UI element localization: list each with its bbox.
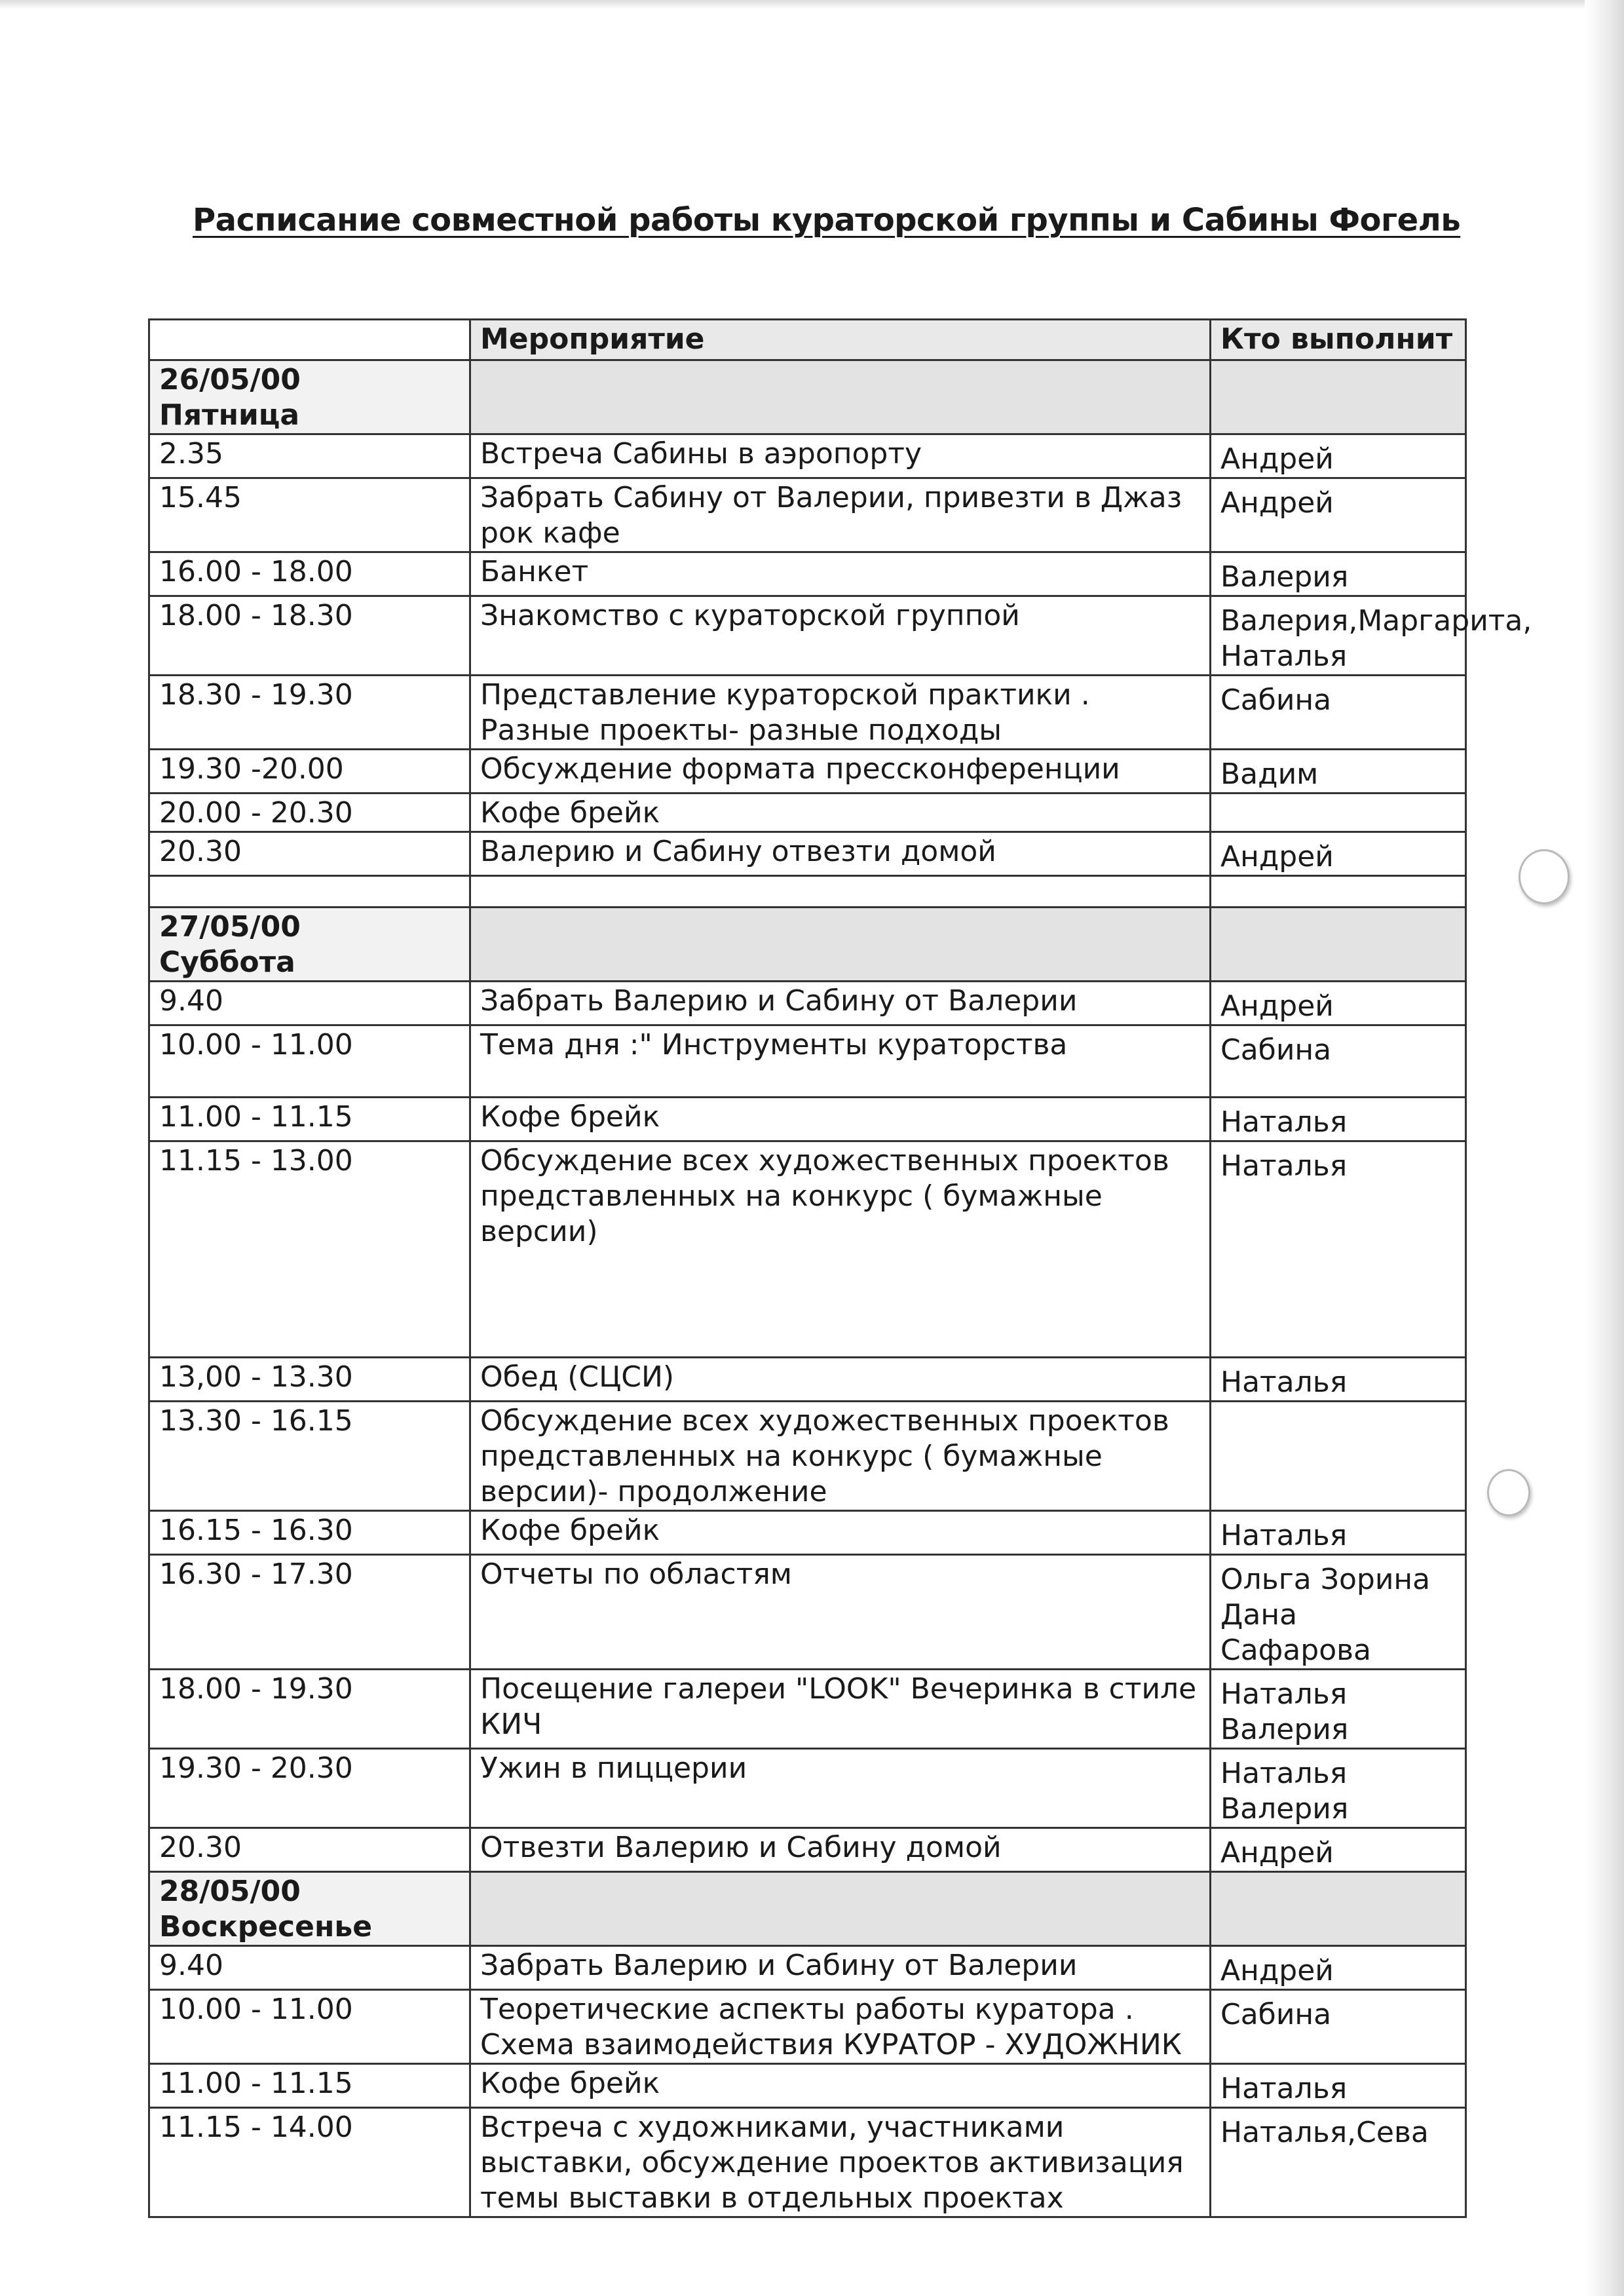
- day-blank: [1211, 360, 1466, 434]
- day-date: 26/05/00: [159, 363, 301, 396]
- day-header-row: [149, 360, 1466, 434]
- time-cell: 16.30 - 17.30: [149, 1555, 470, 1670]
- responsible-cell: [1211, 794, 1466, 832]
- time-cell: 18.00 - 19.30: [149, 1670, 470, 1749]
- time-cell: 11.15 - 13.00: [149, 1141, 470, 1358]
- responsible-cell: Андрей: [1211, 982, 1466, 1025]
- day-blank: [470, 1872, 1211, 1946]
- time-cell: 15.45: [149, 478, 470, 552]
- day-label: [149, 1872, 470, 1946]
- day-label: [149, 360, 470, 434]
- schedule-row: [149, 2064, 1466, 2108]
- responsible-cell: Наталья,Сева: [1211, 2108, 1466, 2217]
- event-cell: Обед (СЦСИ): [470, 1358, 1211, 1402]
- schedule-row: [149, 1946, 1466, 1990]
- time-cell: 9.40: [149, 982, 470, 1025]
- responsible-cell: Сабина: [1211, 1990, 1466, 2064]
- header-responsible: Кто выполнит: [1211, 320, 1466, 360]
- day-blank: [1211, 908, 1466, 982]
- schedule-row: [149, 478, 1466, 552]
- responsible-cell: Андрей: [1211, 1946, 1466, 1990]
- time-cell: 10.00 - 11.00: [149, 1025, 470, 1098]
- schedule-row: [149, 1402, 1466, 1511]
- event-cell: Кофе брейк: [470, 794, 1211, 832]
- time-cell: 11.00 - 11.15: [149, 1098, 470, 1141]
- responsible-cell: Наталья Валерия: [1211, 1670, 1466, 1749]
- responsible-cell: Наталья Валерия: [1211, 1749, 1466, 1828]
- responsible-cell: Наталья: [1211, 1098, 1466, 1141]
- time-cell: 19.30 - 20.30: [149, 1749, 470, 1828]
- event-cell: Забрать Сабину от Валерии, привезти в Джаз рок кафе: [470, 478, 1211, 552]
- day-blank: [470, 360, 1211, 434]
- time-cell: 10.00 - 11.00: [149, 1990, 470, 2064]
- spacer-cell: [149, 876, 470, 908]
- event-cell: Представление кураторской практики . Разные проекты- разные подходы: [470, 676, 1211, 750]
- time-cell: 16.00 - 18.00: [149, 552, 470, 596]
- responsible-cell: Наталья: [1211, 1141, 1466, 1358]
- time-cell: 11.15 - 14.00: [149, 2108, 470, 2217]
- event-cell: Забрать Валерию и Сабину от Валерии: [470, 1946, 1211, 1990]
- schedule-row: [149, 1358, 1466, 1402]
- event-cell: Обсуждение всех художественных проектов представленных на конкурс ( бумажные версии): [470, 1141, 1211, 1358]
- event-cell: Знакомство с кураторской группой: [470, 596, 1211, 676]
- responsible-cell: Ольга Зорина Дана Сафарова: [1211, 1555, 1466, 1670]
- time-cell: 19.30 -20.00: [149, 750, 470, 794]
- time-cell: 18.30 - 19.30: [149, 676, 470, 750]
- event-cell: Отвезти Валерию и Сабину домой: [470, 1828, 1211, 1872]
- day-blank: [1211, 1872, 1466, 1946]
- event-cell: Обсуждение всех художественных проектов представленных на конкурс ( бумажные версии)- продолжение: [470, 1402, 1211, 1511]
- event-cell: Кофе брейк: [470, 1511, 1211, 1555]
- responsible-cell: Наталья: [1211, 1511, 1466, 1555]
- time-cell: 11.00 - 11.15: [149, 2064, 470, 2108]
- schedule-row: [149, 1141, 1466, 1358]
- schedule-row: [149, 1511, 1466, 1555]
- responsible-cell: Сабина: [1211, 676, 1466, 750]
- responsible-cell: Валерия,Маргарита, Наталья: [1211, 596, 1466, 676]
- responsible-cell: [1211, 1402, 1466, 1511]
- spacer-row: [149, 876, 1466, 908]
- schedule-row: [149, 552, 1466, 596]
- schedule-row: [149, 832, 1466, 876]
- responsible-cell: Валерия: [1211, 552, 1466, 596]
- time-cell: 2.35: [149, 434, 470, 478]
- day-date: 28/05/00: [159, 1875, 301, 1908]
- schedule-table: [148, 318, 1532, 2218]
- header-row: [149, 320, 1466, 360]
- day-weekday: Воскресенье: [159, 1910, 373, 1943]
- punch-hole-bottom: [1487, 1469, 1530, 1516]
- schedule-row: [149, 434, 1466, 478]
- time-cell: 9.40: [149, 1946, 470, 1990]
- event-cell: Посещение галереи "LOOK" Вечеринка в стиле КИЧ: [470, 1670, 1211, 1749]
- responsible-cell: Сабина: [1211, 1025, 1466, 1098]
- schedule-row: [149, 1098, 1466, 1141]
- schedule-row: [149, 1670, 1466, 1749]
- event-cell: Банкет: [470, 552, 1211, 596]
- responsible-cell: Андрей: [1211, 434, 1466, 478]
- spacer-cell: [1211, 876, 1466, 908]
- schedule-row: [149, 1555, 1466, 1670]
- scan-right-edge: [1585, 0, 1624, 2296]
- responsible-cell: Наталья: [1211, 1358, 1466, 1402]
- day-weekday: Суббота: [159, 946, 295, 979]
- event-cell: Ужин в пиццерии: [470, 1749, 1211, 1828]
- event-cell: Теоретические аспекты работы куратора . Схема взаимодействия КУРАТОР - ХУДОЖНИК: [470, 1990, 1211, 2064]
- schedule-row: [149, 2108, 1466, 2217]
- responsible-cell: Вадим: [1211, 750, 1466, 794]
- time-cell: 20.30: [149, 832, 470, 876]
- schedule-row: [149, 596, 1466, 676]
- event-cell: Обсуждение формата прессконференции: [470, 750, 1211, 794]
- responsible-cell: Наталья: [1211, 2064, 1466, 2108]
- schedule-row: [149, 1828, 1466, 1872]
- punch-hole-top: [1519, 849, 1570, 904]
- header-time: [149, 320, 470, 360]
- time-cell: 13.30 - 16.15: [149, 1402, 470, 1511]
- time-cell: 13,00 - 13.30: [149, 1358, 470, 1402]
- responsible-cell: Андрей: [1211, 478, 1466, 552]
- time-cell: 20.30: [149, 1828, 470, 1872]
- document-title: Расписание совместной работы кураторской группы и Сабины Фогель: [193, 202, 1461, 239]
- event-cell: Тема дня :" Инструменты кураторства: [470, 1025, 1211, 1098]
- schedule-row: [149, 1749, 1466, 1828]
- event-cell: Забрать Валерию и Сабину от Валерии: [470, 982, 1211, 1025]
- event-cell: Кофе брейк: [470, 1098, 1211, 1141]
- time-cell: 16.15 - 16.30: [149, 1511, 470, 1555]
- day-date: 27/05/00: [159, 910, 301, 944]
- schedule-row: [149, 982, 1466, 1025]
- time-cell: 18.00 - 18.30: [149, 596, 470, 676]
- schedule-row: [149, 1990, 1466, 2064]
- responsible-cell: Андрей: [1211, 832, 1466, 876]
- responsible-cell: Андрей: [1211, 1828, 1466, 1872]
- day-weekday: Пятница: [159, 398, 300, 432]
- schedule-row: [149, 750, 1466, 794]
- event-cell: Встреча с художниками, участниками выставки, обсуждение проектов активизация темы выставки в отдельных проектах: [470, 2108, 1211, 2217]
- schedule-row: [149, 676, 1466, 750]
- day-header-row: [149, 1872, 1466, 1946]
- schedule-row: [149, 794, 1466, 832]
- header-event: Мероприятие: [470, 320, 1211, 360]
- event-cell: Встреча Сабины в аэропорту: [470, 434, 1211, 478]
- day-label: [149, 908, 470, 982]
- day-blank: [470, 908, 1211, 982]
- event-cell: Валерию и Сабину отвезти домой: [470, 832, 1211, 876]
- time-cell: 20.00 - 20.30: [149, 794, 470, 832]
- event-cell: Отчеты по областям: [470, 1555, 1211, 1670]
- schedule-row: [149, 1025, 1466, 1098]
- day-header-row: [149, 908, 1466, 982]
- event-cell: Кофе брейк: [470, 2064, 1211, 2108]
- spacer-cell: [470, 876, 1211, 908]
- scan-top-edge: [0, 0, 1624, 9]
